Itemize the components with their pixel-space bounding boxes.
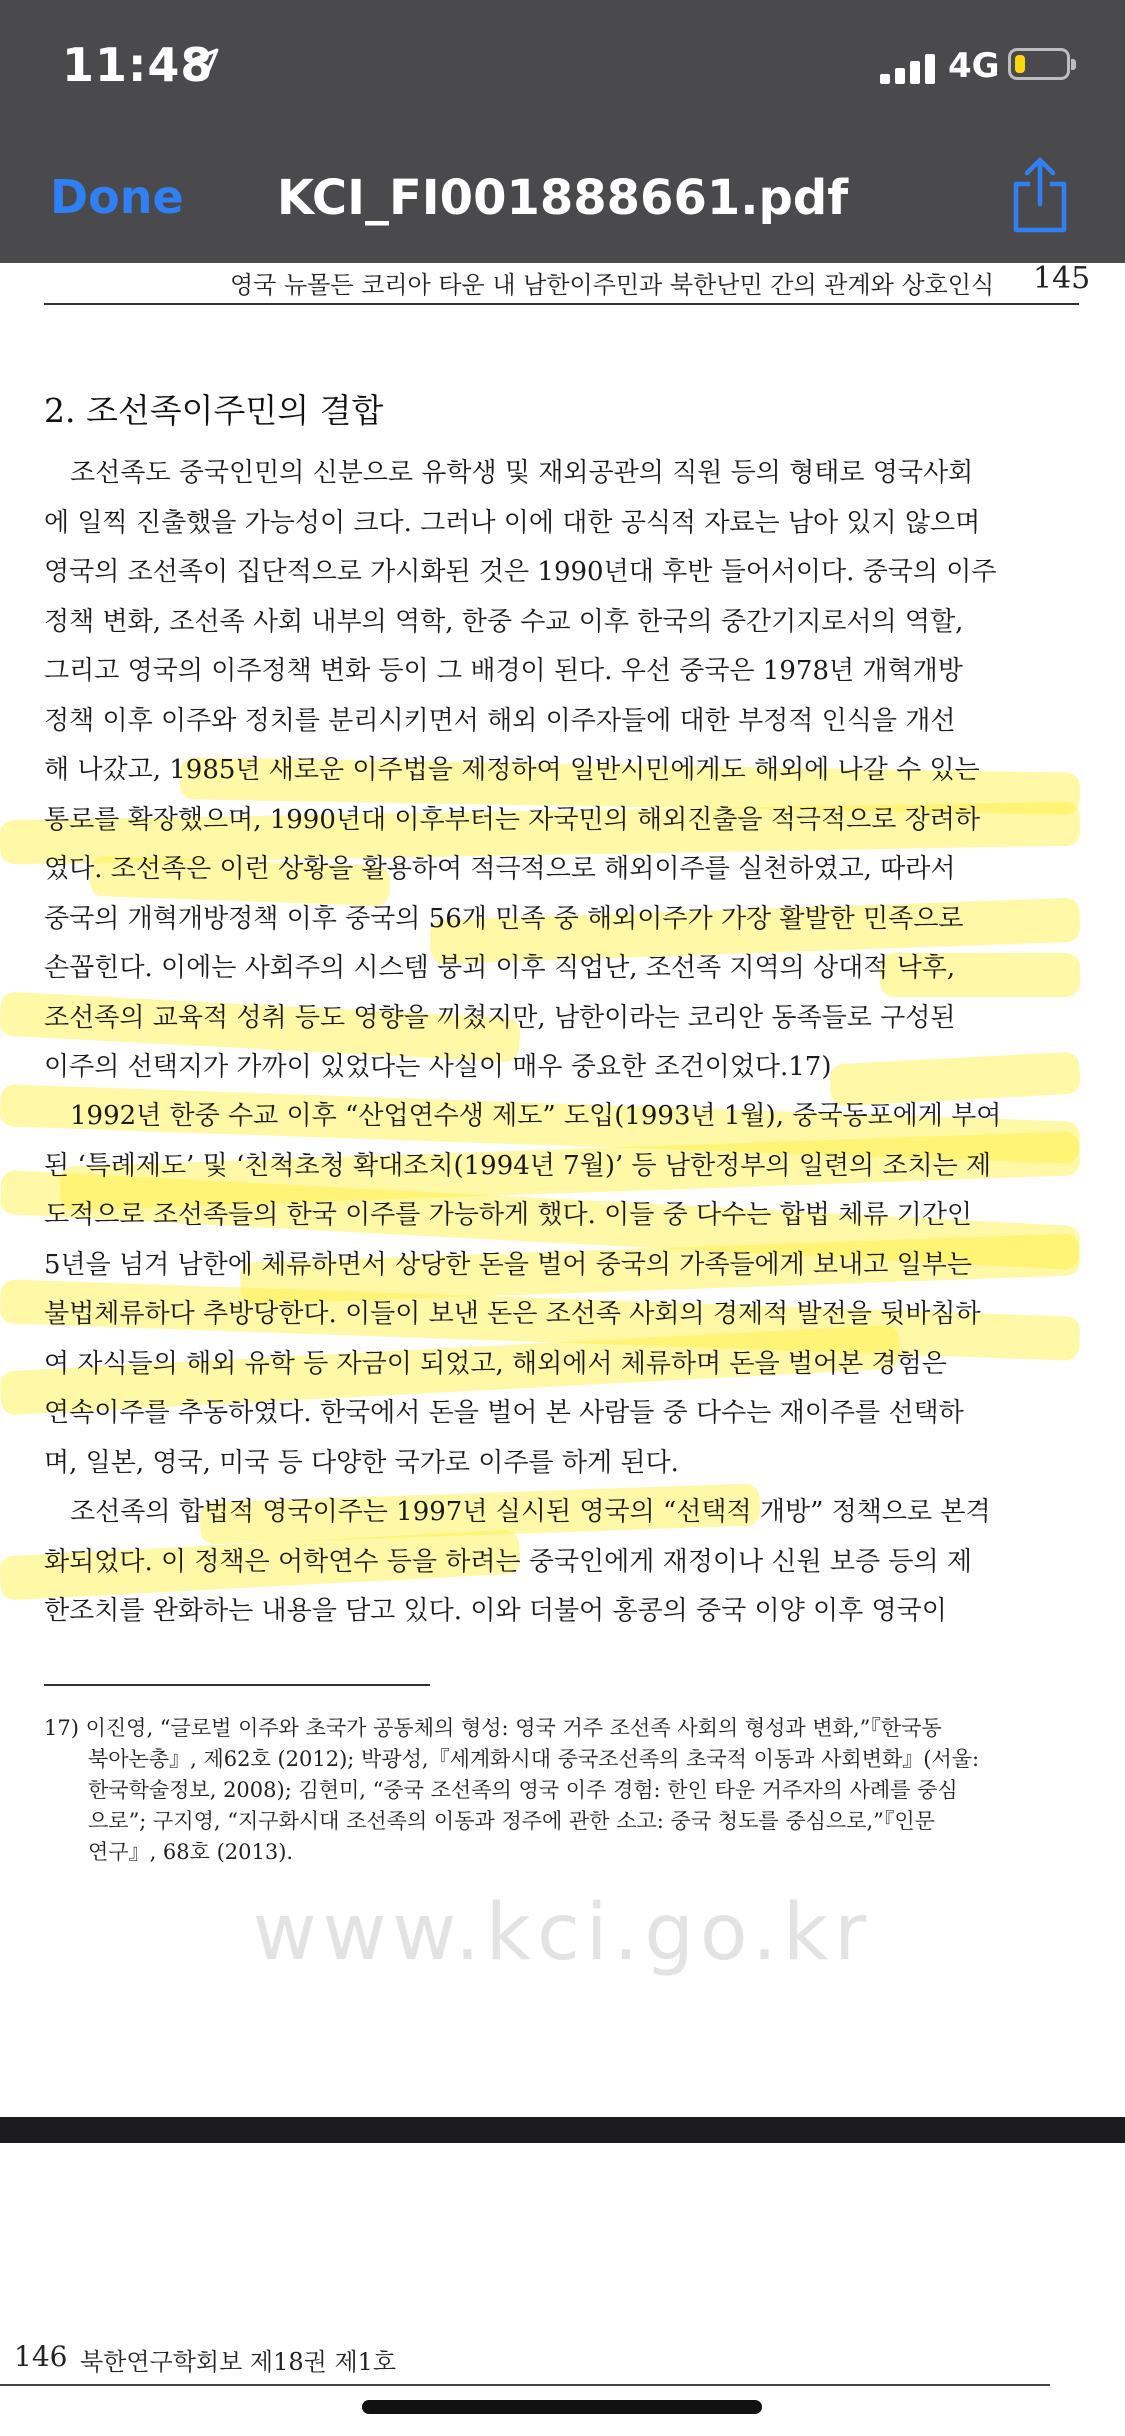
text-line: 그리고 영국의 이주정책 변화 등이 그 배경이 된다. 우선 중국은 1978년 개혁개방 (44, 656, 963, 686)
location-arrow-icon (187, 46, 221, 80)
share-icon[interactable] (1008, 154, 1072, 234)
paragraph-1 (44, 449, 1079, 1093)
footnote-line: 북아논총』, 제62호 (2012); 박광성,『세계화시대 중국조선족의 초국적 이동과 사회변화』(서울: (88, 1747, 980, 1771)
done-button[interactable]: Done (50, 170, 184, 224)
text-line: 영국의 조선족이 집단적으로 가시화된 것은 1990년대 후반 들어서이다. 중국의 이주 (44, 557, 997, 587)
text-line: 정책 이후 이주와 정치를 분리시키면서 해외 이주자들에 대한 부정적 인식을 개선 (44, 705, 956, 736)
cellular-signal-icon (880, 50, 936, 84)
text-line: 도적으로 조선족들의 한국 이주를 가능하게 했다. 이들 중 다수는 합법 체류 기간인 (44, 1200, 973, 1230)
text-line: 였다. 조선족은 이런 상황을 활용하여 적극적으로 해외이주를 실천하였고, 따라서 (44, 854, 956, 884)
paragraph-2 (44, 1092, 1079, 1488)
text-line: 조선족도 중국인민의 신분으로 유학생 및 재외공관의 직원 등의 형태로 영국사회 (70, 458, 974, 488)
text-line: 화되었다. 이 정책은 어학연수 등을 하려는 중국인에게 재정이나 신원 보증 등의 제 (44, 1546, 973, 1577)
text-line: 불법체류하다 추방당한다. 이들이 보낸 돈은 조선족 사회의 경제적 발전을 뒷바침하 (44, 1299, 981, 1329)
top-bar (0, 0, 1125, 263)
section-title: 2. 조선족이주민의 결합 (44, 391, 384, 430)
page-separator (0, 2117, 1125, 2143)
text-line: 1992년 한중 수교 이후 “산업연수생 제도” 도입(1993년 1월), 중국동포에게 부여 (70, 1101, 1002, 1131)
battery-icon (1008, 48, 1070, 80)
text-line: 중국의 개혁개방정책 이후 중국의 56개 민족 중 해외이주가 가장 활발한 민족으로 (44, 903, 964, 934)
watermark: www.kci.go.kr (252, 1888, 873, 1978)
next-page-number: 146 (14, 2340, 68, 2373)
network-type: 4G (948, 46, 1000, 86)
text-line: 정책 변화, 조선족 사회 내부의 역학, 한중 수교 이후 한국의 중간기지로서의 역할, (44, 606, 964, 637)
text-line: 해 나갔고, 1985년 새로운 이주법을 제정하여 일반시민에게도 해외에 나갈 수 있는 (44, 755, 980, 785)
home-indicator[interactable] (362, 2400, 762, 2414)
text-line: 5년을 넘겨 남한에 체류하면서 상당한 돈을 벌어 중국의 가족들에게 보내고 일부는 (44, 1249, 973, 1280)
status-bar (0, 0, 1125, 140)
footnote-line: 연구』, 68호 (2013). (88, 1840, 294, 1864)
text-line: 연속이주를 추동하였다. 한국에서 돈을 벌어 본 사람들 중 다수는 재이주를 선택하 (44, 1398, 964, 1428)
next-page-journal: 북한연구학회보 제18권 제1호 (80, 2348, 397, 2376)
running-head: 영국 뉴몰든 코리아 타운 내 남한이주민과 북한난민 간의 관계와 상호인식 (230, 271, 995, 299)
footnote-rule (44, 1684, 430, 1686)
document-title: KCI_FI001888661.pdf (276, 170, 849, 226)
footnote-line: 한국학술정보, 2008); 김현미, “중국 조선족의 영국 이주 경험: 한인 타운 거주자의 사례를 중심 (88, 1778, 958, 1802)
text-line: 에 일찍 진출했을 가능성이 크다. 그러나 이에 대한 공식적 자료는 남아 있지 않으며 (44, 507, 981, 538)
text-line: 손꼽힌다. 이에는 사회주의 시스템 붕괴 이후 직업난, 조선족 지역의 상대적 낙후, (44, 953, 956, 983)
status-time: 11:48 (62, 38, 214, 92)
page-number: 145 (1033, 261, 1091, 296)
text-line: 조선족의 교육적 성취 등도 영향을 끼쳤지만, 남한이라는 코리안 동족들로 구성된 (44, 1002, 956, 1033)
next-page-rule (0, 2384, 1050, 2386)
navigation-bar (0, 140, 1125, 263)
footnote-line: 17) 이진영, “글로벌 이주와 초국가 공동체의 형성: 영국 거주 조선족 사회의 형성과 변화,”『한국동 (44, 1716, 942, 1740)
footnote (44, 1713, 1079, 1868)
header-rule (44, 303, 1079, 305)
text-line: 통로를 확장했으며, 1990년대 이후부터는 자국민의 해외진출을 적극적으로 장려하 (44, 804, 980, 835)
text-line: 한조치를 완화하는 내용을 담고 있다. 이와 더불어 홍콩의 중국 이양 이후 영국이 (44, 1596, 947, 1626)
text-line: 며, 일본, 영국, 미국 등 다양한 국가로 이주를 하게 된다. (44, 1447, 679, 1478)
text-line: 조선족의 합법적 영국이주는 1997년 실시된 영국의 “선택적 개방” 정책으로 본격 (70, 1497, 991, 1527)
text-line: 된 ‘특례제도’ 및 ‘친척초청 확대조치(1994년 7월)’ 등 남한정부의 일련의 조치는 제 (44, 1150, 992, 1181)
paragraph-3 (44, 1488, 1079, 1637)
text-line: 여 자식들의 해외 유학 등 자금이 되었고, 해외에서 체류하며 돈을 벌어본 경험은 (44, 1348, 947, 1379)
footnote-line: 으로”; 구지영, “지구화시대 조선족의 이동과 정주에 관한 소고: 중국 청도를 중심으로,”『인문 (88, 1809, 935, 1833)
text-line: 이주의 선택지가 가까이 있었다는 사실이 매우 중요한 조건이었다.17) (44, 1052, 832, 1082)
battery-level (1015, 55, 1025, 73)
